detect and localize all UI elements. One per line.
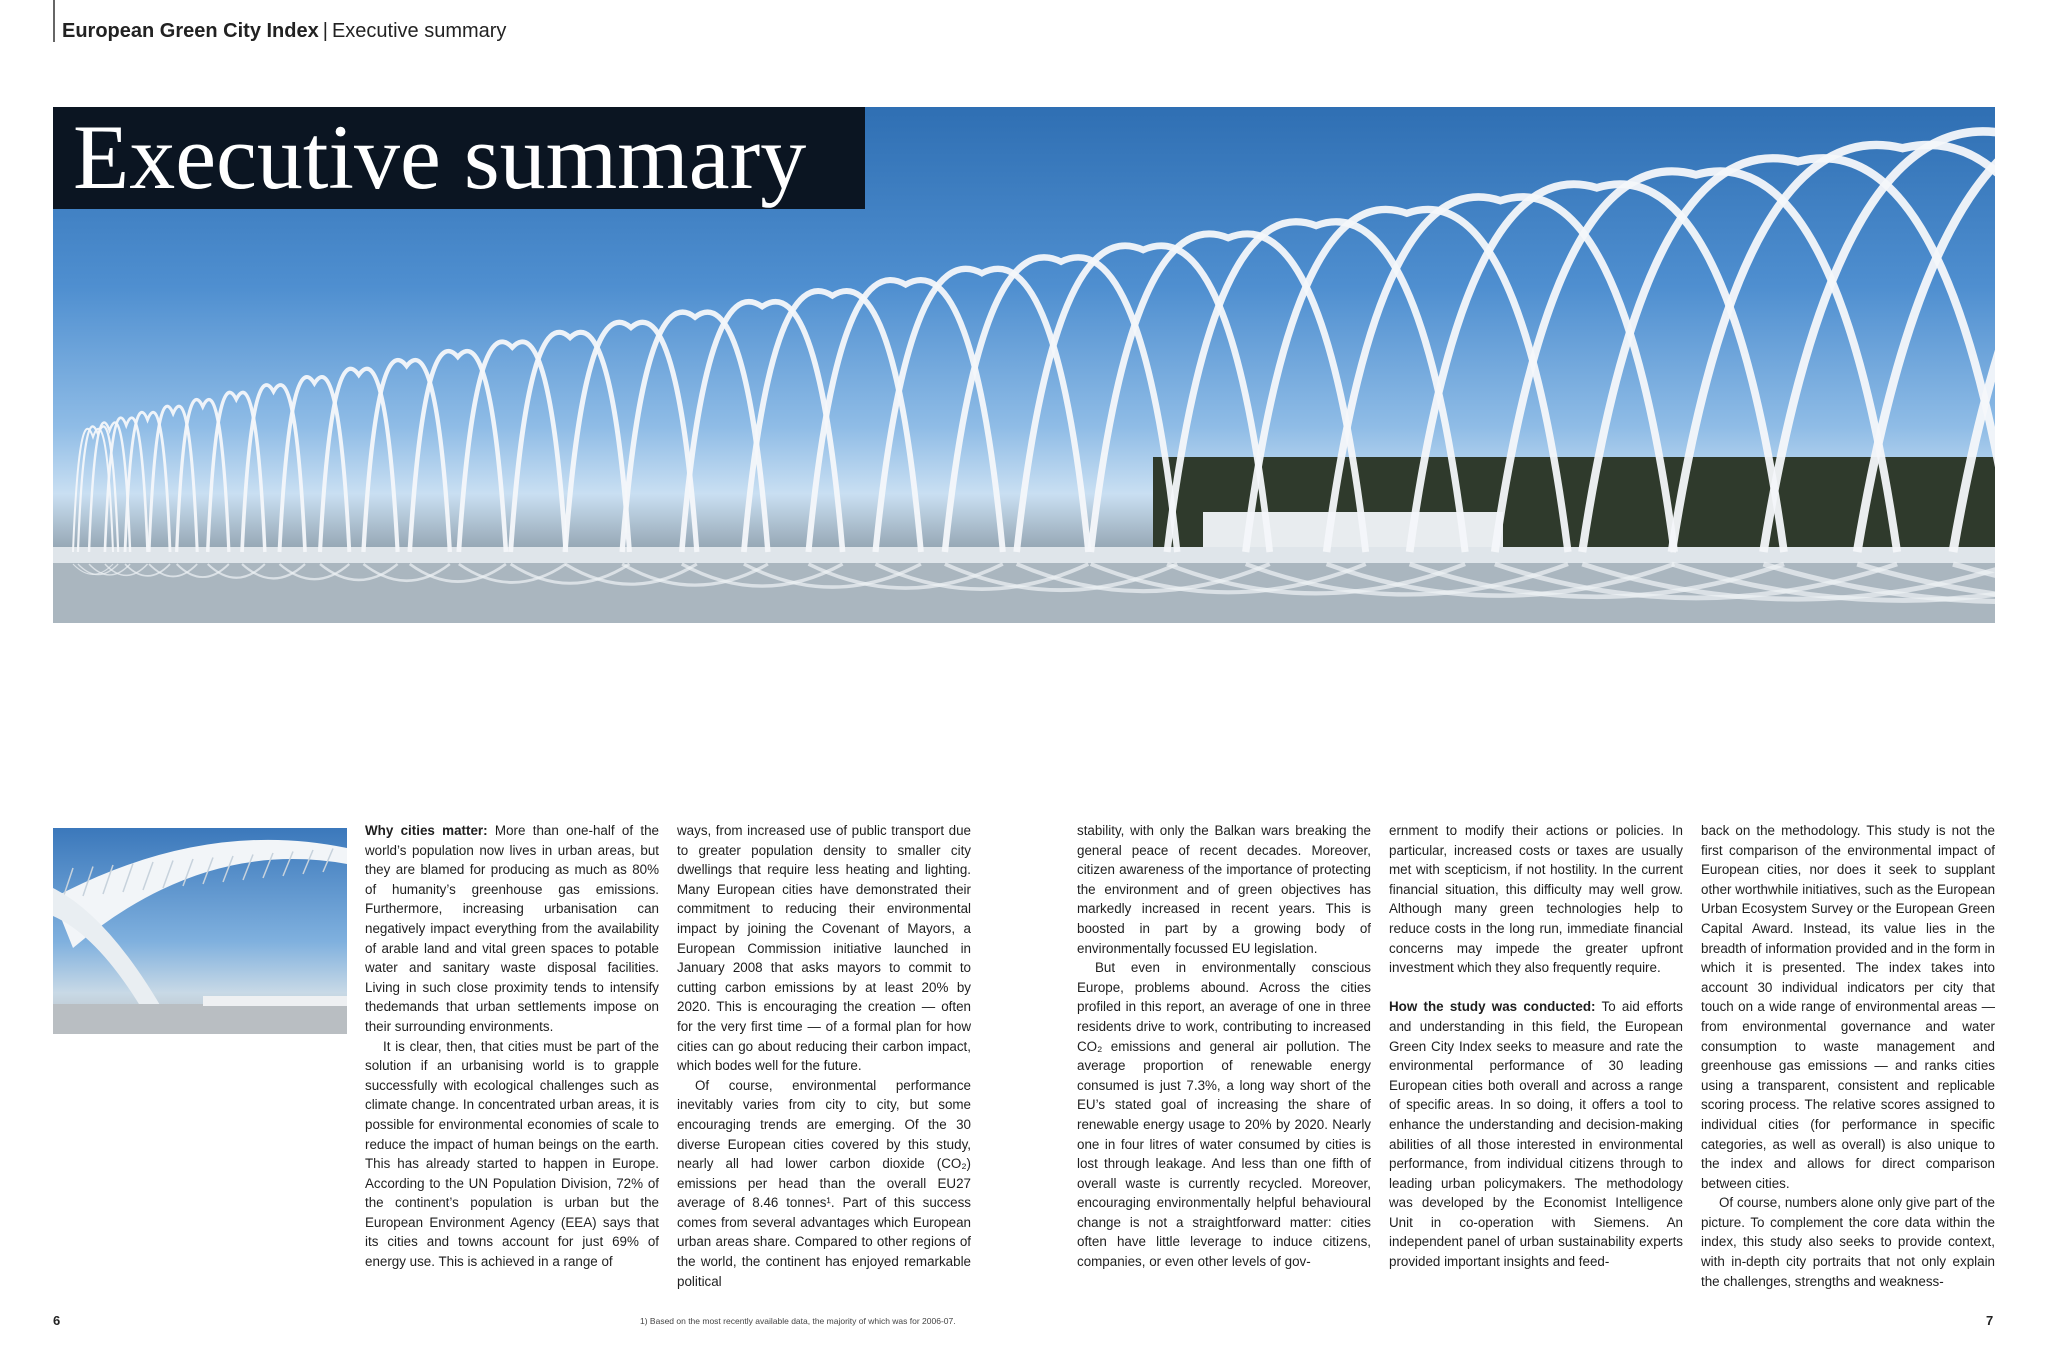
paragraph: ernment to modify their actions or policies. In particular, increased costs or taxes are usually met with scepticism, if not hostility. In the current financial situation, this difficulty may well grow. Although many green technologies help to reduce costs in the long run, immediate financial concerns may impede the greater upfront investment which they also frequently require.: [1389, 823, 1683, 976]
page-number-right: 7: [1986, 1313, 1994, 1328]
paragraph: It is clear, then, that cities must be part of the solution if an urbanising world is to grapple successfully with ecological challenges such as climate change. In concentrated urban areas, it is possible for environmental economies of scale to reduce the impact of human beings on the earth. This has already started to happen in Europe. According to the UN Population Division, 72% of the continent’s population is urban but the European Environment Agency (EEA) says that its cities and towns account for just 69% of energy use. This is achieved in a range of: [365, 1038, 659, 1270]
canopy-illustration: [53, 828, 347, 1034]
text-column-4: [1389, 821, 1683, 1272]
paragraph-text: More than one-half of the world’s population now lives in urban areas, but they are blamed for producing as much as 80% of humanity’s greenhouse gas emissions. Furthermore, increasing urbanisation can negatively impact everything from the availability of arable land and vital green spaces to potable water and sanitary waste disposal facilities. Living in such close proximity tends to intensify thedemands that urban settlements impose on their surrounding environments.: [365, 823, 659, 1034]
arch: [410, 351, 506, 552]
paragraph: back on the methodology. This study is not the first comparison of the environmental impact of European cities, nor does it seek to supplant other worthwhile initiatives, such as the European Urban Ecosystem Survey or the European Green Capital Award. Instead, its value lies in the breadth of information provided and in the form in which it is presented. The index takes into account 30 individual indicators per city that touch on a wide range of environmental areas — from environmental governance and water consumption to waste management and greenhouse gas emissions — and ranks cities using a transparent, consistent and replicable scoring process. The relative scores assigned to individual cities (for performance in specific categories, as well as overall) is also unique to the index and allows for direct comparison between cities.: [1701, 823, 1996, 1191]
paragraph-gap: [1389, 978, 1683, 998]
paragraph: stability, with only the Balkan wars breaking the general peace of recent decades. Moreover, citizen awareness of the importance of protecting the environment and of green objectives has markedly increased in recent years. This is boosted in part by a growing body of environmentally focussed EU legislation.: [1077, 823, 1371, 956]
paragraph: But even in environmentally conscious Europe, problems abound. Across the cities profiled in this report, an average of one in three residents drive to work, contributing to increased CO₂ emissions and general air pollution. The average proportion of renewable energy consumed is just 7.3%, a long way short of the EU’s stated goal of increasing the share of renewable energy usage to 20% by 2020. Nearly one in four litres of water consumed by cities is lost through leakage. And less than one fifth of overall waste is currently recycled. Moreover, encouraging environmentally helpful behavioural change is not a straightforward matter: cities often have little leverage to induce citizens, companies, or even other levels of gov-: [1077, 960, 1371, 1270]
page-number-left: 6: [53, 1313, 61, 1328]
text-column-5: [1701, 821, 1995, 1291]
paragraph: Of course, environmental performance inevitably varies from city to city, but some encouraging trends are emerging. Of the 30 diverse European cities covered by this study, nearly all had lower carbon dioxide (CO₂) emissions per head than the overall EU27 average of 8.46 tonnes¹. Part of this success comes from several advantages which European urban areas share. Compared to other regions of the world, the continent has enjoyed remarkable political: [677, 1077, 971, 1289]
arch: [565, 322, 697, 552]
paragraph: [1389, 997, 1683, 1271]
distant-building: [203, 996, 347, 1006]
arch: [149, 406, 197, 552]
header-separator: |: [322, 20, 328, 42]
header-brand: European Green City Index: [62, 20, 319, 42]
text-column-1: [365, 821, 659, 1272]
subheading-how-study-conducted: How the study was conducted:: [1389, 999, 1596, 1015]
header-rule: [53, 0, 55, 42]
walkway: [53, 547, 1995, 563]
paragraph: ways, from increased use of public transport due to greater population density to smaller city dwellings that require less heating and lighting. Many European cities have demonstrated their commitment to reducing their environmental impact by joining the Covenant of Mayors, a European Commission initiative launched in January 2008 that asks mayors to commit to cutting carbon emissions by at least 20% by 2020. This is encouraging the creation — often for the very first time — of a formal plan for how cities can go about reducing their carbon impact, which bodes well for the future.: [677, 823, 971, 1074]
plaza-ground: [53, 1004, 347, 1034]
text-column-3: [1077, 821, 1371, 1272]
title-banner: [53, 107, 865, 209]
arch: [363, 360, 449, 552]
text-column-2: [677, 821, 971, 1291]
thumbnail-photo-canopy: [53, 828, 347, 1034]
page-title: Executive summary: [73, 106, 807, 208]
header-section: Executive summary: [331, 20, 507, 42]
paragraph: [365, 821, 659, 1037]
running-header: [62, 20, 506, 43]
subheading-why-cities-matter: Why cities matter:: [365, 823, 488, 838]
paragraph-text: To aid efforts and understanding in this field, the European Green City Index seeks to measure and rate the environmental performance of 30 leading European cities both overall and across a range of specific areas. In so doing, it offers a tool to enhance the understanding and decision-making abilities of all those interested in environmental performance, from individual citizens through to leading urban policymakers. The methodology was developed by the Economist Intelligence Unit in co-operation with Siemens. An independent panel of urban sustainability experts provided important insights and feed-: [1389, 999, 1683, 1270]
arch: [177, 400, 229, 552]
paragraph: Of course, numbers alone only give part of the picture. To complement the core data within the index, this study also seeks to provide context, with in-depth city portraits that not only explain the challenges, strengths and weakness-: [1701, 1195, 1995, 1289]
footnote: 1) Based on the most recently available data, the majority of which was for 2006-07.: [640, 1316, 956, 1326]
